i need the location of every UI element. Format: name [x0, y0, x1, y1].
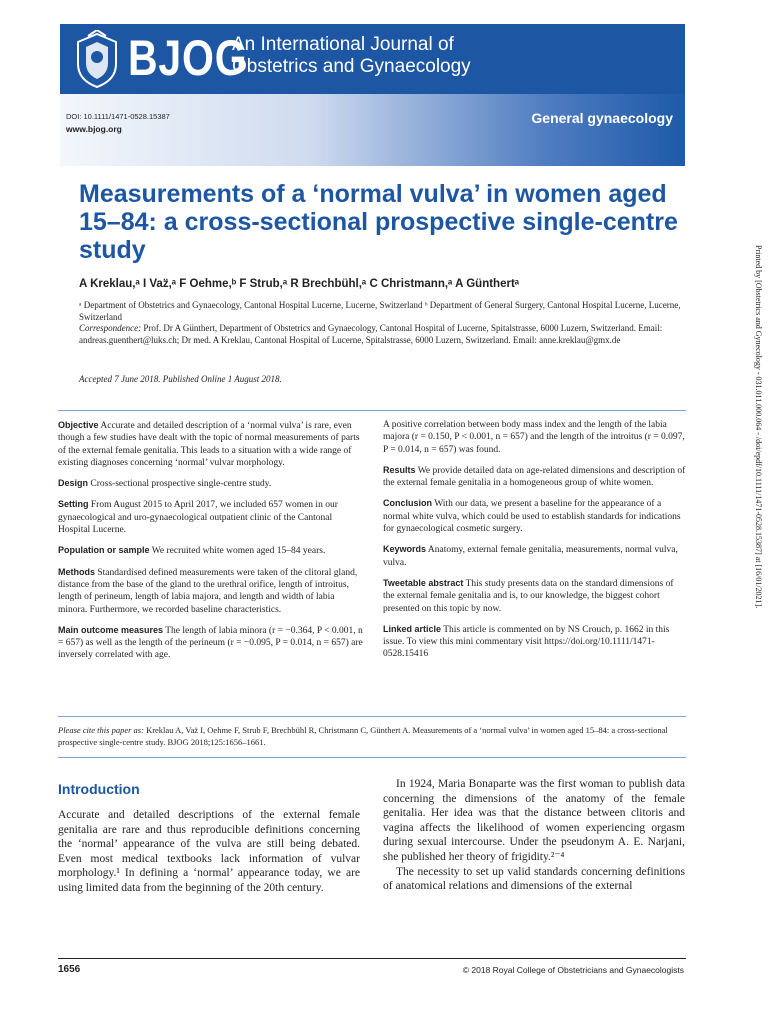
introduction-heading: Introduction: [58, 781, 140, 797]
keywords-text: Anatomy, external female genitalia, measurements, normal vulva, vulva.: [383, 545, 678, 568]
citation: [58, 725, 688, 748]
objective-text: Accurate and detailed description of a ‘normal vulva’ is rare, even though a few studies have dealt with the topic of normal measurements of parts of the external female genitalia. This leads to a situation with a wide range of existing diagnoses concerning ‘normal’ vulvar morphology.: [58, 421, 360, 468]
footer-rule: [58, 958, 686, 959]
body-right-column: [383, 777, 685, 894]
population-label: Population or sample: [58, 545, 150, 556]
citation-bottom-rule: [58, 757, 686, 758]
journal-name: [232, 34, 471, 78]
outcome-label: Main outcome measures: [58, 624, 164, 635]
abstract-results: [383, 464, 686, 490]
journal-name-line2: Obstetrics and Gynaecology: [232, 56, 471, 77]
affiliations: ᵃ Department of Obstetrics and Gynaecology, Cantonal Hospital Lucerne, Lucerne, Switzerland ᵇ Department of General Surgery, Cantonal Hospital Lucerne, Lucerne, Switzerland: [79, 300, 681, 322]
abstract-linked-article: [383, 623, 686, 661]
citation-label: Please cite this paper as:: [58, 725, 144, 735]
population-text: We recruited white women aged 15–84 years.: [149, 546, 326, 557]
abstract-keywords: [383, 543, 686, 569]
body-paragraph-3: The necessity to set up valid standards concerning definitions of anatomical relations and dimensions of the external: [383, 865, 685, 893]
abstract-design: [58, 477, 366, 490]
setting-label: Setting: [58, 499, 89, 510]
conclusion-text: With our data, we present a baseline for the appearance of a normal white vulva, which could be used to establish standards for indications for gynaecological cosmetic surgery.: [383, 499, 681, 535]
abstract-population: [58, 544, 366, 557]
affiliations-block: [79, 300, 684, 346]
abstract-top-rule: [58, 410, 686, 411]
results-label: Results: [383, 464, 416, 475]
section-label: General gynaecology: [531, 110, 673, 126]
correspondence: [79, 323, 684, 346]
correspondence-text: Prof. Dr A Günthert, Department of Obstetrics and Gynaecology, Cantonal Hospital of Lucerne, Spitalstrasse, 6000 Luzern, Switzerland. Email: andreas.guenthert@luks.ch; Dr med. A Kreklau, Cantonal Hospital of Lucerne, Spitalstrasse, 6000 Luzern, Switzerland. Email: anne.kreklau@gmx.de: [79, 323, 663, 345]
citation-text: Kreklau A, Vaz̈ I, Oehme F, Strub F, Brechbühl R, Christmann C, Günthert A. Measurements of a ‘normal vulva’ in women aged 15–84: a cross-sectional prospective single-centre study. BJOG 2018;125:1656–1661.: [58, 725, 668, 747]
conclusion-label: Conclusion: [383, 498, 432, 509]
design-label: Design: [58, 478, 89, 489]
author-list: A Kreklau,ᵃ I Vaz̈,ᵃ F Oehme,ᵇ F Strub,ᵃ R Brechbühl,ᵃ C Christmann,ᵃ A Günthertᵃ: [79, 278, 520, 290]
abstract-left-column: [58, 419, 366, 670]
tweetable-text: This study presents data on the standard dimensions of the external female genitalia and is, to our knowledge, the biggest cohort presented on this topic by now.: [383, 578, 674, 614]
methods-text: Standardised defined measurements were taken of the clitoral gland, distance from the base of the gland to the urethral orifice, length of introitus, length of perineum, length of labia majora, and length and width of labia minora. Furthermore, we recorded baseline characteristics.: [58, 567, 358, 615]
doi: DOI: 10.1111/1471-0528.15387: [66, 112, 170, 121]
outcome-text: The length of labia minora (r = −0.364, P < 0.001, n = 657) as well as the length of the perineum (r = −0.095, P = 0.014, n = 657) are inversely correlated with age.: [58, 625, 363, 661]
accepted-date: Accepted 7 June 2018. Published Online 1 August 2018.: [79, 374, 282, 384]
objective-label: Objective: [58, 420, 99, 430]
page-number: 1656: [58, 964, 81, 975]
methods-label: Methods: [58, 566, 95, 577]
body-paragraph-2: In 1924, Maria Bonaparte was the first woman to publish data concerning the dimensions of the anatomy of the female genitalia. Her idea was that the distance between clitoris and vagina affects the likelihood of women experiencing orgasm during sexual intercourse. Under the pseudonym A. E. Narjani, she published her theory of frigidity.²⁻⁴: [383, 778, 685, 863]
article-title: Measurements of a ‘normal vulva’ in women aged 15–84: a cross-sectional prospective single-centre study: [79, 180, 678, 264]
abstract-tweetable: [383, 577, 686, 615]
abstract-conclusion: [383, 497, 686, 535]
intro-paragraph-1: Accurate and detailed descriptions of the external female genitalia are rare and thus reproducible definitions concerning the ‘normal’ appearance of the vulva are still being debated. Even most medical textbooks lack information of vulvar morphology.¹ In defining a ‘normal’ appearance today, we are using limited data from the beginning of the 20th century.: [58, 809, 360, 894]
results-text: We provide detailed data on age-related dimensions and description of the external female genitalia in a homogeneous group of white women.: [383, 465, 686, 489]
design-text: Cross-sectional prospective single-centre study.: [88, 479, 272, 490]
print-watermark: [752, 245, 764, 620]
abstract-objective: [58, 419, 366, 469]
print-watermark-text: Printed by [Obstetrics and Gynecology - 031.011.000.064 - /doi/epdf/10.1111/1471-0528.15387] at [16/01/2021].: [754, 245, 763, 609]
linked-text[interactable]: This article is commented on by NS Crouch, p. 1662 in this issue. To view this mini commentary visit https://doi.org/10.1111/1471-0528.15416: [383, 624, 670, 660]
setting-text: From August 2015 to April 2017, we included 657 women in our gynaecological and uro-gynaecological outpatient clinic of the Cantonal Hospital Lucerne.: [58, 500, 338, 536]
abstract-methods: [58, 566, 366, 616]
correspondence-label: Correspondence:: [79, 323, 142, 333]
journal-banner: [60, 24, 685, 166]
body-left-column: [58, 808, 360, 896]
abstract-bottom-rule: [58, 716, 686, 717]
linked-label: Linked article: [383, 623, 442, 634]
abstract-positive-correlation: A positive correlation between body mass index and the length of the labia majora (r = 0.150, P < 0.001, n = 657) and the length of the introitus (r = 0.097, P = 0.014, n = 657) was found.: [383, 420, 685, 455]
bjog-logo: BJOG: [128, 30, 248, 86]
abstract-right-column: [383, 419, 686, 669]
journal-name-line1: An International Journal of: [232, 34, 454, 55]
abstract-setting: [58, 498, 366, 536]
crest-logo-icon: [70, 30, 124, 90]
copyright: © 2018 Royal College of Obstetricians and Gynaecologists: [462, 965, 684, 975]
abstract-outcome: [58, 624, 366, 662]
website-link[interactable]: www.bjog.org: [66, 124, 122, 134]
keywords-label: Keywords: [383, 544, 427, 555]
tweetable-label: Tweetable abstract: [383, 577, 464, 588]
